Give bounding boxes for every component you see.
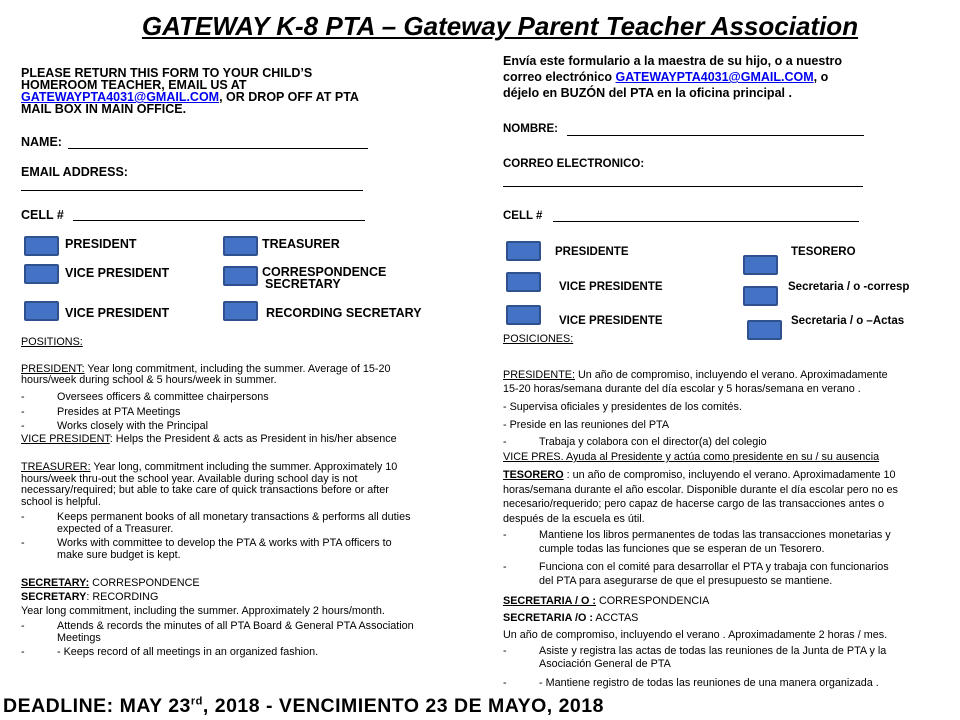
- left-name-field[interactable]: [68, 148, 368, 149]
- vice-president-option-2: VICE PRESIDENT: [65, 306, 170, 320]
- secretary-description: SECRETARY: CORRESPONDENCE SECRETARY: RECORDING Year long commitment, including the summer. Approximately 2 hours/month.: [21, 577, 385, 617]
- left-instructions: PLEASE RETURN THIS FORM TO YOUR CHILD’S HOMEROOM TEACHER, EMAIL US AT GATEWAYPTA4031@GMAIL.COM, OR DROP OFF AT PTA MAIL BOX IN MAIN OFFICE.: [21, 66, 359, 116]
- secretaria-description: SECRETARIA / O : CORRESPONDENCIA SECRETARIA /O : ACCTAS Un año de compromiso, incluyendo el verano . Aproximadamente 2 horas / mes.: [503, 595, 888, 641]
- right-instructions: Envía este formulario a la maestra de su hijo, o a nuestro correo electrónico GATEWAYPTA4031@GMAIL.COM, o déjelo en BUZÓN del PTA en la oficina principal .: [503, 54, 842, 100]
- right-cell-label: CELL #: [503, 210, 543, 222]
- recording-secretary-option: RECORDING SECRETARY: [266, 306, 422, 320]
- page-title: GATEWAY K-8 PTA – Gateway Parent Teacher Association: [141, 11, 859, 41]
- vice-presidente-checkbox-1[interactable]: [506, 272, 541, 292]
- left-email-field[interactable]: [21, 190, 363, 191]
- vice-presidente-option-2: VICE PRESIDENTE: [559, 315, 663, 327]
- left-cell-label: CELL #: [21, 208, 64, 222]
- secretaria-bullets: - Asiste y registra las actas de todas las reuniones de la Junta de PTA y la Asociación General de PTA - - Mantiene registro de todas las reuniones de una manera organizada .: [503, 645, 887, 689]
- secretaria-actas-option: Secretaria / o –Actas: [791, 315, 905, 327]
- secretaria-corresp-option: Secretaria / o -corresp: [788, 281, 910, 293]
- right-email-field[interactable]: [503, 186, 863, 187]
- vice-pres-description: VICE PRES. Ayuda al Presidente y actúa como presidente en su / su ausencia: [503, 451, 880, 463]
- treasurer-description: TREASURER: Year long, commitment including the summer. Approximately 10 hours/week thru-out the school year. Available during school day is not necessary/required; but able to take care of quick transactions before or after school is helpful.: [21, 461, 398, 508]
- treasurer-checkbox[interactable]: [223, 236, 258, 256]
- presidente-checkbox[interactable]: [506, 241, 541, 261]
- right-email-label: CORREO ELECTRONICO:: [503, 158, 645, 170]
- secretaria-corresp-checkbox[interactable]: [743, 286, 778, 306]
- secretaria-actas-checkbox[interactable]: [747, 320, 782, 340]
- deadline: DEADLINE: MAY 23rd, 2018 - VENCIMIENTO 23 DE MAYO, 2018: [3, 695, 604, 717]
- vice-president-option-1: VICE PRESIDENT: [65, 266, 170, 280]
- vice-presidente-option-1: VICE PRESIDENTE: [559, 281, 663, 293]
- correspondence-option: CORRESPONDENCE SECRETARY: [262, 265, 387, 291]
- president-description: PRESIDENT: Year long commitment, including the summer. Average of 15-20 hours/week during school & 5 hours/week in summer.: [21, 363, 391, 386]
- left-email-link[interactable]: GATEWAYPTA4031@GMAIL.COM: [21, 90, 220, 104]
- positions-heading: POSITIONS:: [21, 336, 83, 348]
- presidente-option: PRESIDENTE: [555, 246, 629, 258]
- presidente-bullets: - Supervisa oficiales y presidentes de los comités. - Preside en las reuniones del PTA - Trabaja y colabora con el director(a) del colegio: [503, 401, 767, 448]
- vice-president-checkbox-1[interactable]: [24, 264, 59, 284]
- president-option: PRESIDENT: [65, 237, 137, 251]
- presidente-description: PRESIDENTE: Un año de compromiso, incluyendo el verano. Aproximadamente 15-20 horas/semana durante del día escolar y 5 horas/semana en verano .: [503, 369, 888, 395]
- treasurer-bullets: - Keeps permanent books of all monetary transactions & performs all duties expected of a Treasurer. - Works with committee to develop the PTA & works with PTA officers to make sure budget is kept.: [21, 511, 411, 561]
- right-name-field[interactable]: [567, 135, 864, 136]
- tesorero-description: TESORERO : un año de compromiso, incluyendo el verano. Aproximadamente 10 horas/semana durante el año escolar. Disponible durante el día escolar pero no es necesario/requerido; pero capaz de hacerse cargo de las transacciones antes o después de la escuela es útil.: [503, 469, 898, 525]
- recording-secretary-checkbox[interactable]: [223, 301, 258, 321]
- correspondence-checkbox[interactable]: [223, 266, 258, 286]
- right-cell-field[interactable]: [553, 221, 859, 222]
- left-email-label: EMAIL ADDRESS:: [21, 165, 128, 179]
- posiciones-heading: POSICIONES:: [503, 333, 574, 345]
- tesorero-bullets: - Mantiene los libros permanentes de todas las transacciones monetarias y cumple todas las funciones que se esperan de un Tesorero. - Funciona con el comité para desarrollar el PTA y trabaja con funcionarios del PTA para asegurarse de que el presupuesto se mantiene.: [503, 529, 891, 587]
- right-name-label: NOMBRE:: [503, 123, 558, 135]
- vice-president-description: VICE PRESIDENT: Helps the President & acts as President in his/her absence: [21, 433, 397, 445]
- tesorero-option: TESORERO: [791, 246, 856, 258]
- left-name-label: NAME:: [21, 135, 62, 149]
- president-checkbox[interactable]: [24, 236, 59, 256]
- vice-presidente-checkbox-2[interactable]: [506, 305, 541, 325]
- secretary-bullets: - Attends & records the minutes of all PTA Board & General PTA Association Meetings - - Keeps record of all meetings in an organized fashion.: [21, 620, 414, 658]
- vice-president-checkbox-2[interactable]: [24, 301, 59, 321]
- right-email-link[interactable]: GATEWAYPTA4031@GMAIL.COM: [615, 70, 814, 84]
- treasurer-option: TREASURER: [262, 237, 340, 251]
- left-cell-field[interactable]: [73, 220, 365, 221]
- tesorero-checkbox[interactable]: [743, 255, 778, 275]
- president-bullets: - Oversees officers & committee chairpersons - Presides at PTA Meetings - Works closely with the Principal: [21, 391, 269, 432]
